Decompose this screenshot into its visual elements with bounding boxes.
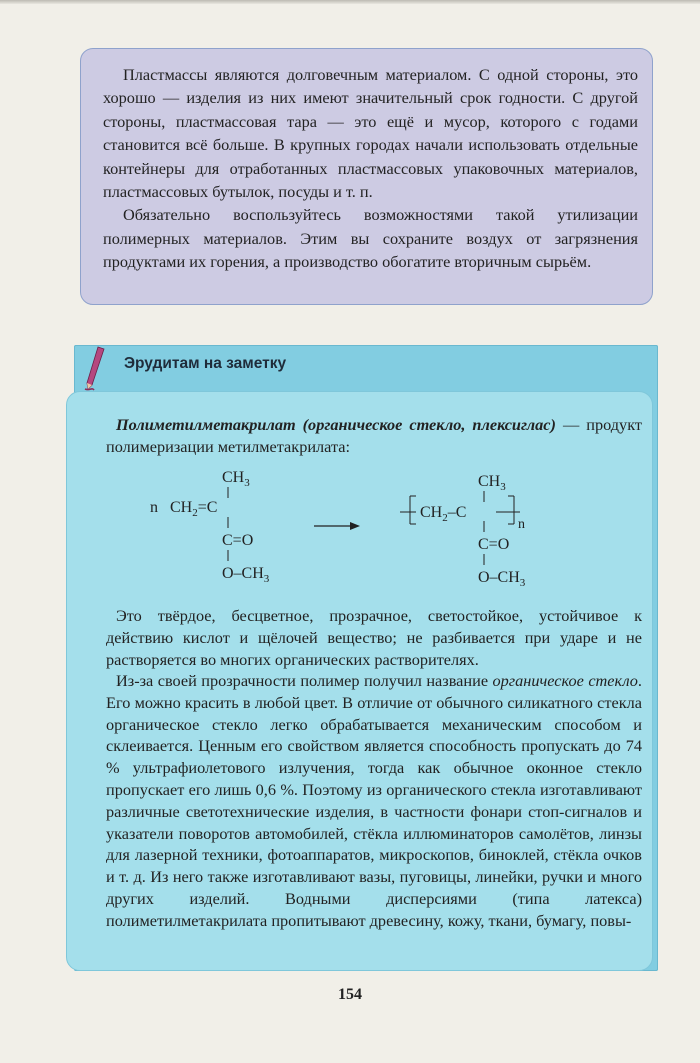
- plastics-paragraph-2: Обязательно воспользуйтесь возможностями такой утилизации полимерных материалов. Этим вы сохраните воздух от загрязнения продуктами их горения, а производство обогатите вторичным сырьём.: [103, 205, 638, 272]
- erudite-box-header: Эрудитам на заметку: [124, 355, 287, 372]
- pmma-intro: [106, 414, 642, 458]
- formula-ch2: $CH_2=C$: [170, 499, 218, 519]
- pencil-icon: [82, 345, 108, 395]
- formula-ch3: $CH_3$: [222, 469, 250, 489]
- pmma-properties-paragraph: Это твёрдое, бесцветное, прозрачное, светостойкое, устойчивое к действию кислот и щёлочей вещество; не разбивается при ударе и не растворяется во многих органических растворителях.: [106, 606, 642, 669]
- polymerization-formula: [100, 462, 640, 592]
- pmma-term: Полиметилметакрилат (органическое стекло, плексиглас): [116, 415, 556, 434]
- polymer-ch3: $CH_3$: [478, 473, 506, 493]
- polymer-ch2: $CH_2-C$: [420, 504, 467, 524]
- formula-och3: $O-CH_3$: [222, 565, 270, 585]
- reaction-arrow-head: [350, 522, 360, 530]
- polymer-och3: $O-CH_3$: [478, 569, 526, 589]
- plastics-note-box: [80, 48, 653, 305]
- plastics-paragraph-1: Пластмассы являются долговечным материалом. С одной стороны, это хорошо — изделия из них имеют значительный срок годности. С другой стороны, пластмассовая тара — это ещё и мусор, которого с годами становится всё больше. В крупных городах начали использовать отдельные контейнеры для отработанных пластмассовых упаковочных материалов, пластмассовых бутылок, посуды и т. п.: [103, 65, 638, 202]
- polymer-n: n: [518, 517, 525, 532]
- polymer-co: C=O: [478, 536, 510, 553]
- pmma-uses-paragraph: Из-за своей прозрачности полимер получил название органическое стекло. Его можно красить в любой цвет. В отличие от обычного силикатного стекла органическое стекло легко обрабатывается механическим способом и склеивается. Ценным его свойством является способность пропускать до 74 % ультрафиолетового излучения, тогда как обычное оконное стекло пропускает его лишь 0,6 %. Поэтому из органического стекла изготавливают различные светотехнические изделия, в частности фонари стоп-сигналов и указатели поворотов автомобилей, стёкла иллюминаторов самолётов, линзы для лазерной техники, фотоаппаратов, микроскопов, биноклей, стёкла очков и т. д. Из него также изготавливают вазы, пуговицы, линейки, ручки и много других изделий. Водными дисперсиями (типа латекса) полиметилметакрилата пропитывают древесину, кожу, ткани, бумагу, повы-: [106, 671, 642, 930]
- organic-glass-term: органическое стекло: [492, 671, 638, 690]
- formula-co: C=O: [222, 532, 254, 549]
- formula-n: n: [150, 499, 158, 516]
- page-top-rule: [0, 0, 700, 4]
- pmma-intro-rest: — продукт полимеризации метилметакрилата:: [106, 415, 643, 456]
- page-number: 154: [338, 986, 362, 1003]
